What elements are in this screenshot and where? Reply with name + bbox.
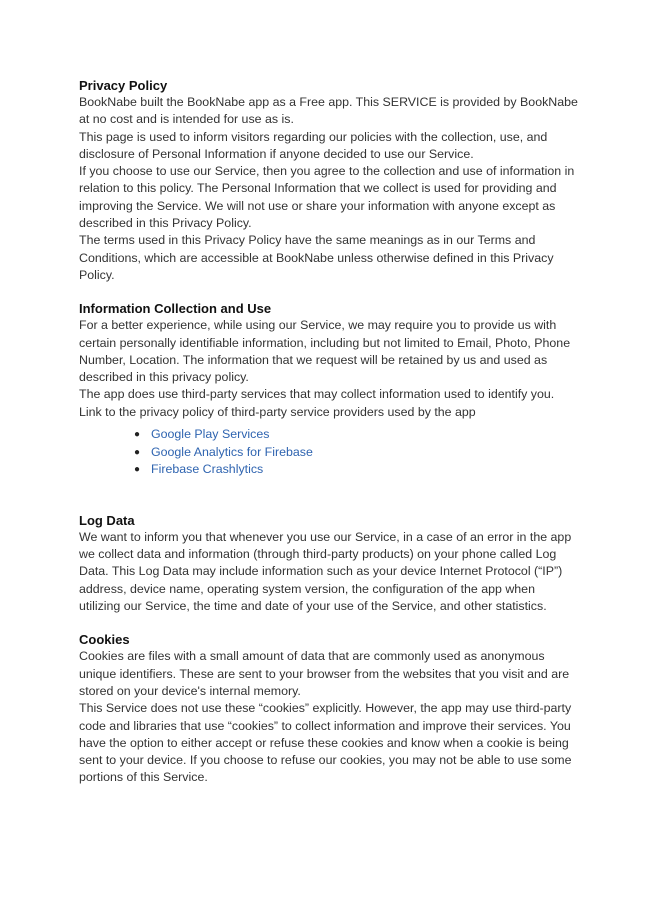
info-collection-heading: Information Collection and Use bbox=[79, 301, 272, 317]
firebase-crashlytics-link[interactable]: Firebase Crashlytics bbox=[151, 462, 264, 477]
privacy-policy-paragraph: BookNabe built the BookNabe app as a Free app. This SERVICE is provided by BookNabe at no cost and is intended for use as is. bbox=[79, 95, 578, 127]
log-data-section bbox=[79, 513, 579, 615]
third-party-links-list bbox=[79, 426, 579, 479]
info-collection-paragraph: Link to the privacy policy of third-party service providers used by the app bbox=[79, 404, 476, 419]
google-analytics-firebase-link[interactable]: Google Analytics for Firebase bbox=[151, 444, 313, 459]
bullet-icon: ● bbox=[134, 446, 141, 458]
list-item bbox=[134, 444, 579, 462]
cookies-paragraph: This Service does not use these “cookies” explicitly. However, the app may use third-party code and libraries that use “cookies” to collect information and improve their services. You have the option to either accept or refuse these cookies and know when a cookie is being sent to your device. If you choose to refuse our cookies, you may not be able to use some portions of this Service. bbox=[79, 701, 572, 785]
privacy-policy-paragraph: If you choose to use our Service, then you agree to the collection and use of information in relation to this policy. The Personal Information that we collect is used for providing and improving the Service. We will not use or share your information with anyone except as described in this Privacy Policy. bbox=[79, 164, 575, 231]
privacy-policy-paragraph: This page is used to inform visitors regarding our policies with the collection, use, and disclosure of Personal Information if anyone decided to use our Service. bbox=[79, 129, 548, 161]
privacy-policy-section bbox=[79, 78, 579, 284]
privacy-policy-heading: Privacy Policy bbox=[79, 78, 168, 93]
document-page bbox=[79, 78, 579, 804]
bullet-icon: ● bbox=[134, 429, 141, 441]
log-data-heading: Log Data bbox=[79, 512, 135, 528]
bullet-icon: ● bbox=[134, 464, 141, 476]
list-item bbox=[134, 461, 579, 479]
cookies-paragraph: Cookies are files with a small amount of data that are commonly used as anonymous unique identifiers. These are sent to your browser from the websites that you visit and are stored on your device's internal memory. bbox=[79, 649, 570, 698]
google-play-services-link[interactable]: Google Play Services bbox=[151, 427, 270, 442]
info-collection-paragraph: For a better experience, while using our Service, we may require you to provide us with certain personally identifiable information, including but not limited to Email, Photo, Phone Number, Location. The information that we request will be retained by us and used as described in this privacy policy. bbox=[79, 318, 571, 385]
info-collection-paragraph: The app does use third-party services that may collect information used to identify you. bbox=[79, 387, 555, 402]
cookies-section bbox=[79, 632, 579, 786]
privacy-policy-paragraph: The terms used in this Privacy Policy have the same meanings as in our Terms and Conditions, which are accessible at BookNabe unless otherwise defined in this Privacy Policy. bbox=[79, 233, 554, 282]
cookies-heading: Cookies bbox=[79, 632, 130, 648]
info-collection-section bbox=[79, 301, 579, 479]
log-data-paragraph: We want to inform you that whenever you use our Service, in a case of an error in the app we collect data and information (through third-party products) on your phone called Log Data. This Log Data may include information such as your device Internet Protocol (“IP”) address, device name, operating system version, the configuration of the app when utilizing our Service, the time and date of your use of the Service, and other statistics. bbox=[79, 529, 572, 614]
list-item bbox=[134, 426, 579, 444]
